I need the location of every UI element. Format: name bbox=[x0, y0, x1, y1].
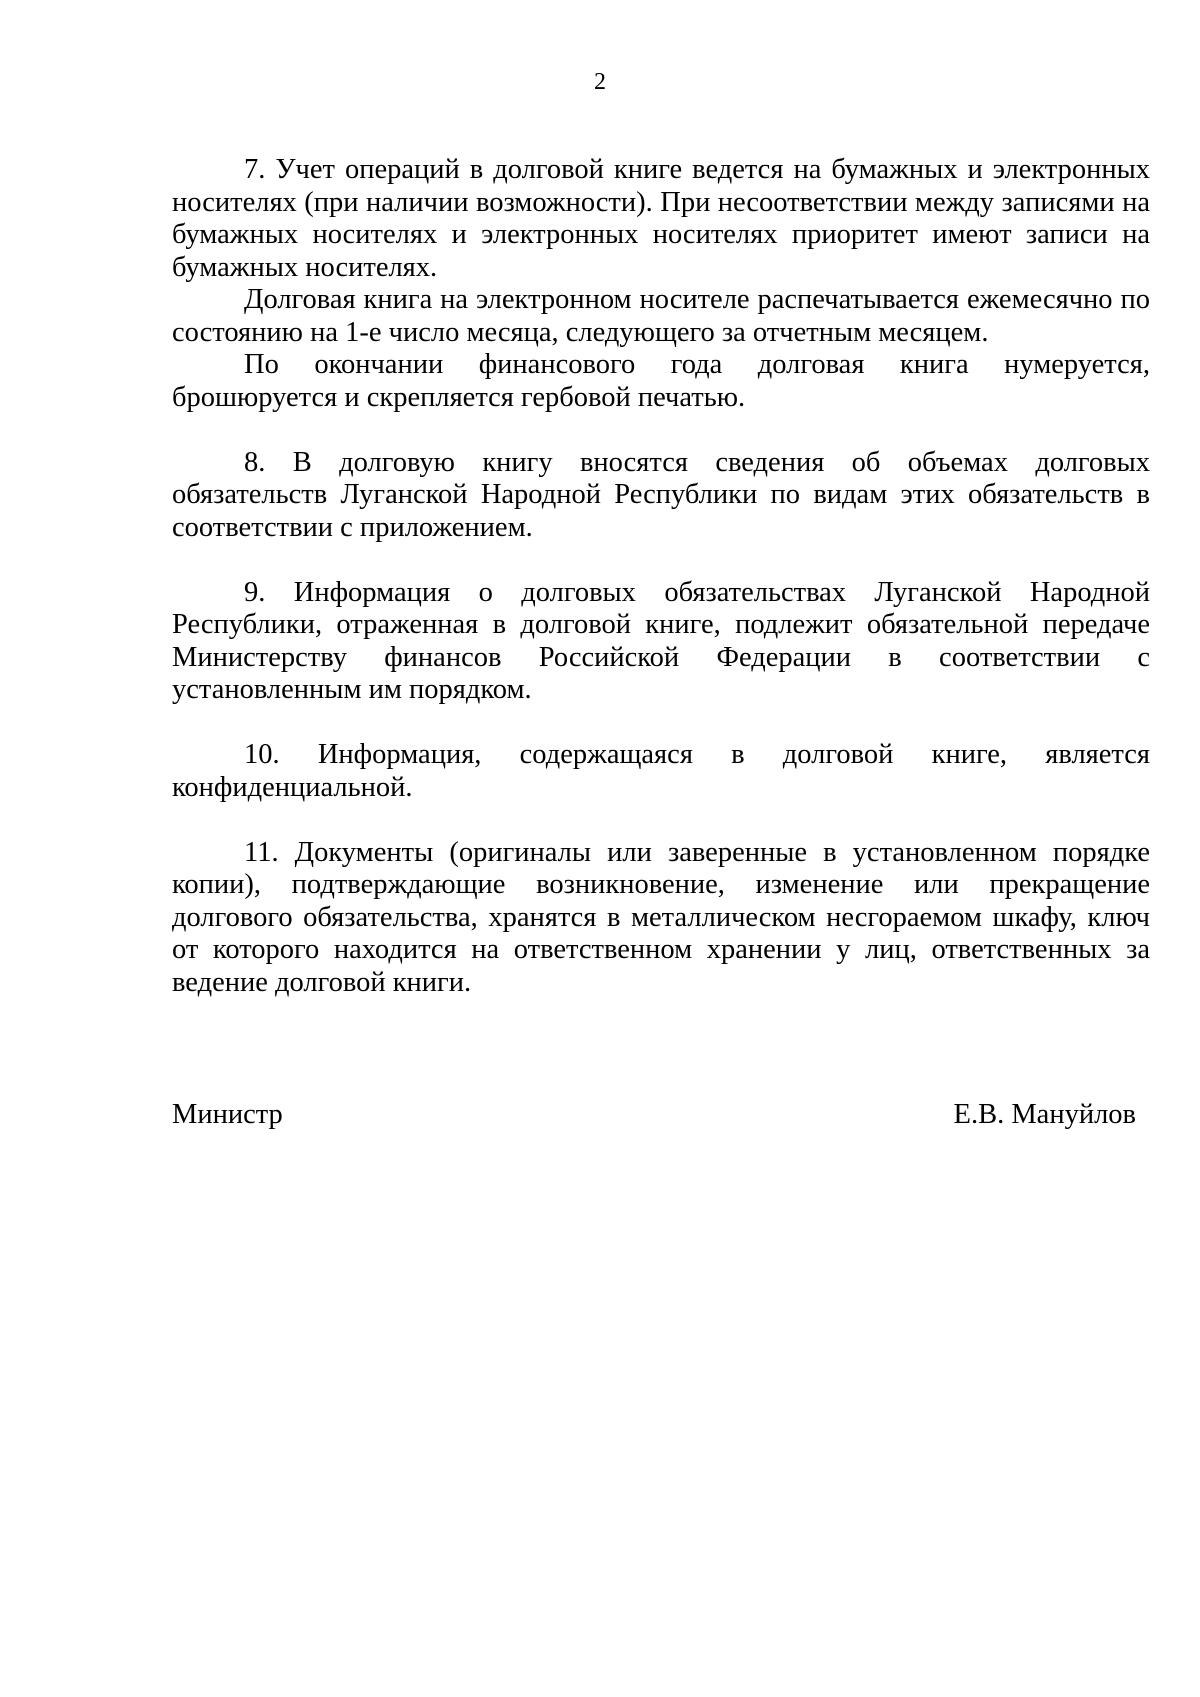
paragraph-7-binding: По окончании финансового года долговая книга нумеруется, брошюруется и скрепляется гербовой печатью. bbox=[172, 349, 1150, 413]
paragraph-9: 9. Информация о долговых обязательствах Луганской Народной Республики, отраженная в долговой книге, подлежит обязательной передаче Министерству финансов Российской Федерации в соответствии с установленным им порядком. bbox=[172, 576, 1150, 705]
paragraph-7: 7. Учет операций в долговой книге ведется на бумажных и электронных носителях (при наличии возможности). При несоответствии между записями на бумажных носителях и электронных носителях приоритет имеют записи на бумажных носителях. bbox=[172, 154, 1150, 283]
paragraph-spacer bbox=[172, 544, 1150, 577]
signatory-title: Министр bbox=[172, 1099, 283, 1130]
signature-block bbox=[172, 1099, 1136, 1132]
signatory-name: Е.В. Мануйлов bbox=[953, 1099, 1136, 1130]
paragraph-7-electronic-print: Долговая книга на электронном носителе распечатывается ежемесячно по состоянию на 1-е число месяца, следующего за отчетным месяцем. bbox=[172, 284, 1150, 348]
paragraph-10: 10. Информация, содержащаяся в долговой книге, является конфиденциальной. bbox=[172, 739, 1150, 803]
paragraph-11: 11. Документы (оригиналы или заверенные в установленном порядке копии), подтверждающие возникновение, изменение или прекращение долгового обязательства, хранятся в металлическом несгораемом шкафу, ключ от которого находится на ответственном хранении у лиц, ответственных за ведение долговой книги. bbox=[172, 836, 1150, 998]
page-number: 2 bbox=[594, 69, 606, 95]
paragraph-spacer bbox=[172, 414, 1150, 447]
paragraph-spacer bbox=[172, 804, 1150, 837]
paragraph-8: 8. В долговую книгу вносятся сведения об объемах долговых обязательств Луганской Народной Республики по видам этих обязательств в соответствии с приложением. bbox=[172, 446, 1150, 543]
paragraph-spacer bbox=[172, 707, 1150, 740]
document-body bbox=[172, 154, 1150, 999]
